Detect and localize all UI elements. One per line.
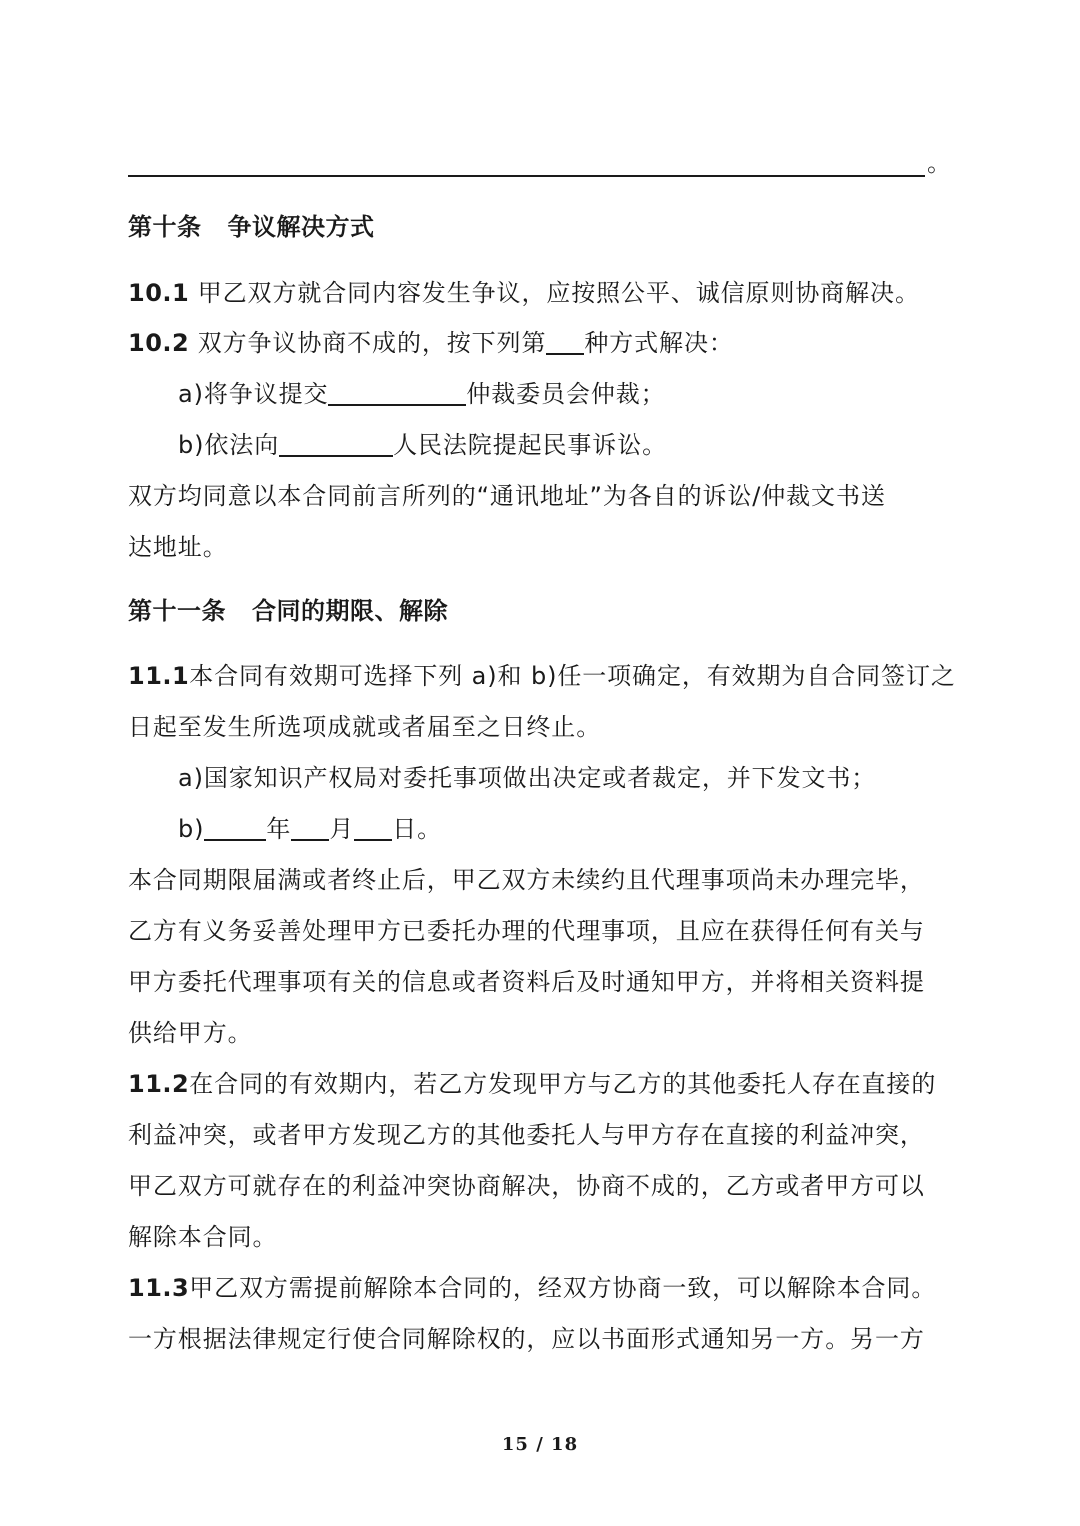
article-10-number: 第十条 bbox=[128, 213, 202, 241]
option-b-court bbox=[178, 428, 1008, 462]
service-address-line-2: 达地址。 bbox=[128, 533, 228, 561]
paragraph-line: 解除本合同。 bbox=[128, 1223, 278, 1251]
fill-in-blank-line bbox=[128, 175, 925, 177]
option-text: b)依法向 bbox=[178, 431, 280, 459]
clause-11-1-line-2: 日起至发生所选项成就或者届至之日终止。 bbox=[128, 713, 602, 741]
clause-number: 11.3 bbox=[128, 1274, 190, 1302]
paragraph-line: 利益冲突，或者甲方发现乙方的其他委托人与甲方存在直接的利益冲突， bbox=[128, 1121, 925, 1149]
page-number: 15 / 18 bbox=[501, 1434, 579, 1455]
option-number-blank bbox=[546, 327, 584, 355]
month-label: 月 bbox=[329, 815, 355, 843]
option-text: 仲裁委员会仲裁； bbox=[466, 380, 666, 408]
clause-11-3 bbox=[128, 1271, 958, 1305]
clause-text: 在合同的有效期内，若乙方发现甲方与乙方的其他委托人存在直接的 bbox=[189, 1070, 937, 1098]
court-name-blank bbox=[279, 429, 393, 457]
clause-text: 甲乙双方需提前解除本合同的，经双方协商一致，可以解除本合同。 bbox=[189, 1274, 937, 1302]
paragraph-line: 供给甲方。 bbox=[128, 1019, 253, 1047]
option-text: b) bbox=[178, 815, 205, 843]
option-a-arbitration bbox=[178, 377, 1008, 411]
clause-text: 甲乙双方就合同内容发生争议，应按照公平、诚信原则协商解决。 bbox=[197, 279, 920, 307]
clause-number: 10.1 bbox=[128, 279, 190, 307]
article-11-title: 合同的期限、解除 bbox=[252, 597, 448, 625]
paragraph-line: 甲乙双方可就存在的利益冲突协商解决，协商不成的，乙方或者甲方可以 bbox=[128, 1172, 925, 1200]
option-text: 人民法院提起民事诉讼。 bbox=[393, 431, 668, 459]
month-blank bbox=[291, 813, 329, 841]
service-address-line-1: 双方均同意以本合同前言所列的“通讯地址”为各自的诉讼/仲裁文书送 bbox=[128, 482, 886, 510]
year-blank bbox=[204, 813, 266, 841]
clause-number: 11.1 bbox=[128, 662, 190, 690]
clause-text: 本合同有效期可选择下列 a)和 b)任一项确定，有效期为自合同签订之 bbox=[189, 662, 956, 690]
clause-text: 双方争议协商不成的，按下列第 bbox=[197, 329, 547, 357]
clause-10-2 bbox=[128, 326, 958, 360]
arbitration-commission-blank bbox=[328, 378, 466, 406]
clause-11-1 bbox=[128, 659, 958, 693]
paragraph-line: 一方根据法律规定行使合同解除权的，应以书面形式通知另一方。另一方 bbox=[128, 1325, 925, 1353]
article-10-title: 争议解决方式 bbox=[227, 213, 375, 241]
year-label: 年 bbox=[266, 815, 292, 843]
day-label: 日。 bbox=[392, 815, 443, 843]
paragraph-line: 本合同期限届满或者终止后，甲乙双方未续约且代理事项尚未办理完毕， bbox=[128, 866, 925, 894]
clause-number: 11.2 bbox=[128, 1070, 190, 1098]
article-10-heading bbox=[128, 210, 958, 244]
option-text: a)将争议提交 bbox=[178, 380, 329, 408]
paragraph-line: 甲方委托代理事项有关的信息或者资料后及时通知甲方，并将相关资料提 bbox=[128, 968, 925, 996]
article-11-number: 第十一条 bbox=[128, 597, 226, 625]
end-mark: 。 bbox=[927, 149, 951, 177]
clause-10-1 bbox=[128, 276, 958, 310]
clause-text: 种方式解决： bbox=[584, 329, 734, 357]
term-option-a: a)国家知识产权局对委托事项做出决定或者裁定，并下发文书； bbox=[178, 764, 877, 792]
paragraph-line: 乙方有义务妥善处理甲方已委托办理的代理事项，且应在获得任何有关与 bbox=[128, 917, 925, 945]
day-blank bbox=[354, 813, 392, 841]
clause-11-2 bbox=[128, 1067, 958, 1101]
article-11-heading bbox=[128, 594, 958, 628]
term-option-b bbox=[178, 812, 1008, 846]
clause-number: 10.2 bbox=[128, 329, 190, 357]
